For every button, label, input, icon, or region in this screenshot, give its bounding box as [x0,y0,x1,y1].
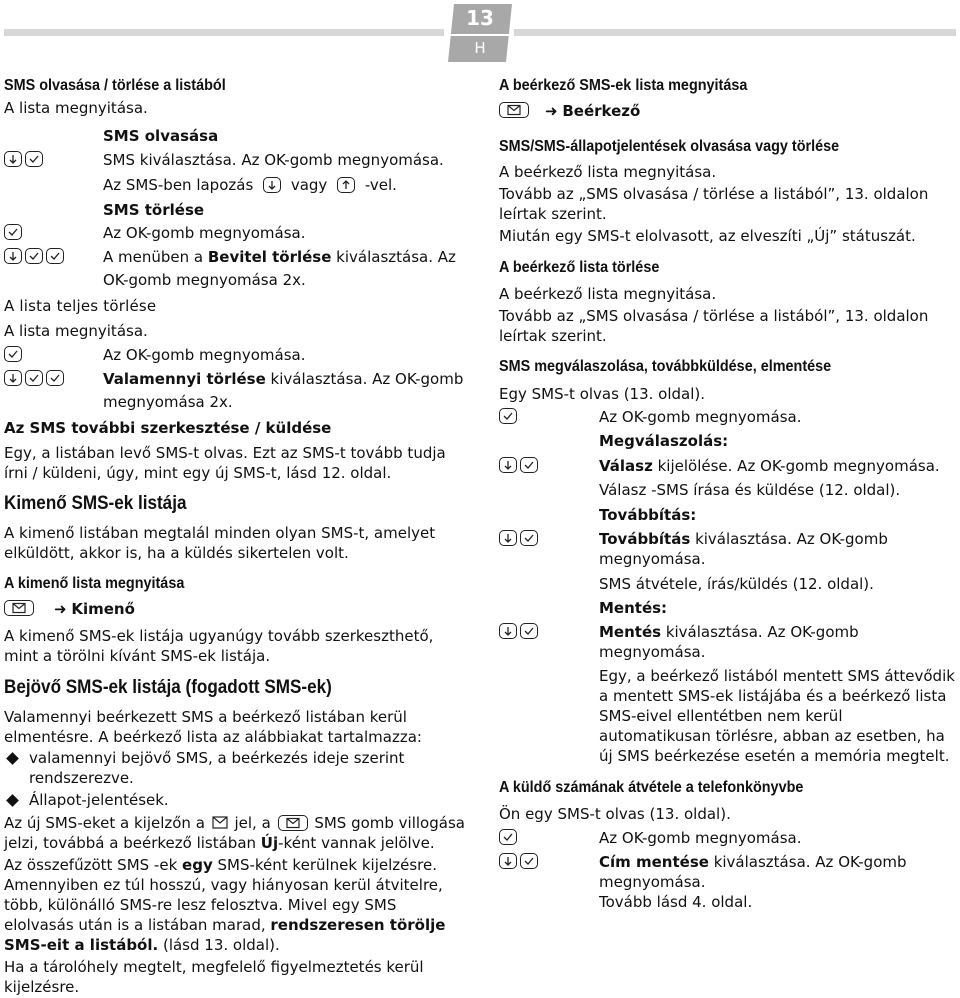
all-delete-post: kiválasztása. Az OK-gomb [265,370,464,388]
all-delete-bold: Valamennyi törlése [103,370,266,388]
read-line-3: leírtak szerint. [499,205,607,223]
read-line-2: Tovább az „SMS olvasása / törlése a listából”, 13. oldalon [499,185,929,203]
scroll-pre: Az SMS-ben lapozás [103,176,254,194]
menu-pre: A menüben a [103,248,208,266]
ok-key-icon [4,224,22,240]
save-post-2: megnyomása. [599,643,706,661]
reply-title: SMS megválaszolása, továbbküldése, elmentése [499,358,832,375]
menu-post: kiválasztása. Az [331,248,456,266]
key-sequence [4,151,43,167]
linked-bold: egy [182,856,213,874]
long-line-2: több, különálló SMS-re lesz felosztva. Mivel egy SMS [4,896,397,914]
down-key-icon [499,623,517,639]
message-key-icon [4,600,34,616]
read-title: SMS/SMS-állapotjelentések olvasása vagy törlése [499,138,840,155]
delete-line-1: A beérkező lista megnyitása. [499,285,717,303]
key-sequence [4,224,22,240]
sender-bold: Cím mentése [599,853,709,871]
outbox-menu-path [54,599,135,619]
ok-key-icon [520,623,538,639]
outbox-menu: Kimenő [71,600,135,618]
full-delete-title: A lista teljes törlése [4,297,157,315]
sender-line-3: Tovább lásd 4. oldal. [599,893,753,911]
reply-label: Megválaszolás: [599,432,729,450]
ok-key-icon [46,370,64,386]
save-line-1: Egy, a beérkező listából mentett SMS áttevődik [599,667,955,685]
key-sequence [4,346,22,362]
inbox-line-1: Valamennyi beérkezett SMS a beérkező listában kerül [4,708,407,726]
read-line-4: Miután egy SMS-t elolvasott, az elveszíti „Új” státuszát. [499,227,916,245]
sender-post-2: megnyomása. [599,873,706,891]
bullet-1-line-2: rendszerezve. [29,769,134,787]
reply-ok-text: Az OK-gomb megnyomása. [599,408,802,426]
envelope-icon [212,816,228,829]
ok-key-icon [520,530,538,546]
inbox-open-title: A beérkező SMS-ek lista megnyitása [499,77,748,94]
long-l3-a: elolvasás után is a listában marad, [4,916,271,934]
ok-key-icon [499,829,517,845]
key-sequence [499,853,538,869]
inbox-title: Bejövő SMS-ek listája (fogadott SMS-ek) [4,677,332,698]
down-key-icon [4,370,22,386]
key-sequence [4,370,64,386]
scroll-or: vagy [290,176,328,194]
ok-press-text-2: Az OK-gomb megnyomása. [103,346,306,364]
outbox-edit-line-1: A kimenő SMS-ek listája ugyanúgy tovább szerkeszthető, [4,627,434,645]
bullet-icon [6,794,19,807]
ok-key-icon [25,370,43,386]
sender-line-1: Ön egy SMS-t olvas (13. oldal). [499,805,731,823]
scroll-line [103,175,397,195]
long-l4-b: (lásd 13. oldal). [158,936,280,954]
up-key-icon [337,177,355,193]
inbox-menu: Beérkező [562,102,641,120]
ok-key-icon [520,457,538,473]
long-l3-bold: rendszeresen törölje [270,916,446,934]
save-label: Mentés: [599,599,668,617]
linked-a: Az összefűzött SMS -ek [4,856,183,874]
bullet-1-line-1: valamennyi bejövő SMS, a beérkezés ideje szerint [29,749,405,767]
down-key-icon [4,151,22,167]
read-line-1: A beérkező lista megnyitása. [499,163,717,181]
edit-title: Az SMS további szerkesztése / küldése [4,419,332,437]
section-title-read-delete: SMS olvasása / törlése a listából [4,77,226,94]
save-select-line [599,622,859,642]
bullet-2: Állapot-jelentések. [29,791,169,809]
key-sequence [4,600,34,616]
new-l2-b: -ként vannak jelölve. [278,834,435,852]
ok-key-icon [499,408,517,424]
key-sequence [499,457,538,473]
long-line-1: Amennyiben ez túl hosszú, vagy hiányosan kerül átvitelre, [4,876,443,894]
reply-bold: Válasz [599,457,653,475]
down-key-icon [263,177,281,193]
new-sms-line-2 [4,833,435,853]
new-l1-c: SMS gomb villogása [314,814,465,832]
outbox-edit-line-2: mint a törölni kívánt SMS-ek listája. [4,647,271,665]
key-sequence [499,102,529,118]
long-l4-bold: SMS-eit a listából. [4,936,159,954]
full-line-1: Ha a tárolóhely megtelt, megfelelő figyelmeztetés kerül [4,958,424,976]
reply-line-1: Egy SMS-t olvas (13. oldal). [499,385,706,403]
scroll-post: -vel. [364,176,397,194]
key-sequence [499,530,538,546]
edit-line-1: Egy, a listában levő SMS-t olvas. Ezt az SMS-t tovább tudja [4,444,446,462]
ok-key-icon [25,151,43,167]
sms-read-label: SMS olvasása [103,127,219,145]
save-post: kiválasztása. Az OK-gomb [661,623,859,641]
key-sequence [4,248,64,264]
down-key-icon [499,853,517,869]
forward-select-line [599,529,888,549]
long-line-4 [4,935,280,955]
down-key-icon [4,248,22,264]
key-sequence [499,408,517,424]
outbox-line-2: elküldött, akkor is, ha a küldés sikertelen volt. [4,544,349,562]
delete-title: A beérkező lista törlése [499,259,660,276]
linked-b: SMS-ként kerülnek kijelzésre. [212,856,438,874]
page-number: 13 [466,6,494,30]
all-delete-line [103,369,463,389]
message-key-icon [278,815,308,831]
arrow-right-icon: ➜ [54,600,67,618]
forward-bold: Továbbítás [599,530,691,548]
reply-post: kijelölése. Az OK-gomb megnyomása. [652,457,940,475]
ok-twice-text: OK-gomb megnyomása 2x. [103,271,306,289]
outbox-line-1: A kimenő listában megtalál minden olyan SMS-t, amelyet [4,524,436,542]
down-key-icon [499,457,517,473]
full-line-2: kijelzésre. [4,978,80,996]
sender-select-line [599,852,907,872]
ok-key-icon [520,853,538,869]
header-rule-right [514,29,956,36]
down-key-icon [499,530,517,546]
menu-bold: Bevitel törlése [207,248,332,266]
save-line-3: SMS-eivel ellentétben nem kerül [599,707,843,725]
key-sequence [499,829,517,845]
forward-post: kiválasztása. Az OK-gomb [690,530,888,548]
sender-post: kiválasztása. Az OK-gomb [708,853,907,871]
delete-line-2: Tovább az „SMS olvasása / törlése a listából”, 13. oldalon [499,307,929,325]
delete-line-3: leírtak szerint. [499,327,607,345]
sender-title: A küldő számának átvétele a telefonkönyvbe [499,779,804,796]
outbox-open-title: A kimenő lista megnyitása [4,575,185,592]
forward-sub: SMS átvétele, írás/küldés (12. oldal). [599,575,874,593]
new-l1-b: jel, a [234,814,271,832]
new-l2-a: jelzi, továbbá a beérkező listában [4,834,261,852]
outbox-title: Kimenő SMS-ek listája [4,493,187,514]
header-rule-left [4,29,444,36]
long-line-3 [4,915,445,935]
key-sequence [499,623,538,639]
new-l1-a: Az új SMS-eket a kijelzőn a [4,814,205,832]
ok-key-icon [25,248,43,264]
inbox-line-2: elmentésre. A beérkező lista az alábbiakat tartalmazza: [4,728,422,746]
new-l2-bold: Új [260,834,279,852]
reply-sub: Válasz -SMS írása és küldése (12. oldal). [599,481,901,499]
save-line-5: új SMS beérkezése esetén a memória megtelt. [599,747,950,765]
ok-twice-text-2: megnyomása 2x. [103,393,233,411]
select-sms-text: SMS kiválasztása. Az OK-gomb megnyomása. [103,151,444,169]
ok-key-icon [4,346,22,362]
save-bold: Mentés [599,623,662,641]
bullet-icon [6,752,19,765]
inbox-menu-path [545,101,640,121]
forward-label: Továbbítás: [599,506,697,524]
open-list-text: A lista megnyitása. [4,99,148,117]
reply-select-line [599,456,940,476]
message-key-icon [499,102,529,118]
edit-line-2: írni / küldeni, úgy, mint egy új SMS-t, lásd 12. oldal. [4,464,392,482]
ok-press-text: Az OK-gomb megnyomása. [103,224,306,242]
save-line-2: a mentett SMS-ek listájába és a beérkező lista [599,687,947,705]
sender-ok-text: Az OK-gomb megnyomása. [599,829,802,847]
open-list-text-2: A lista megnyitása. [4,322,148,340]
forward-post-2: megnyomása. [599,550,706,568]
menu-delete-line [103,247,456,267]
linked-line [4,855,437,875]
sms-delete-label: SMS törlése [103,201,205,219]
new-sms-line-1 [4,813,465,833]
page-tab [448,4,512,62]
ok-key-icon [46,248,64,264]
language-code: H [474,39,486,57]
arrow-right-icon: ➜ [545,102,558,120]
save-line-4: automatikusan törlésre, abban az esetben, ha [599,727,945,745]
